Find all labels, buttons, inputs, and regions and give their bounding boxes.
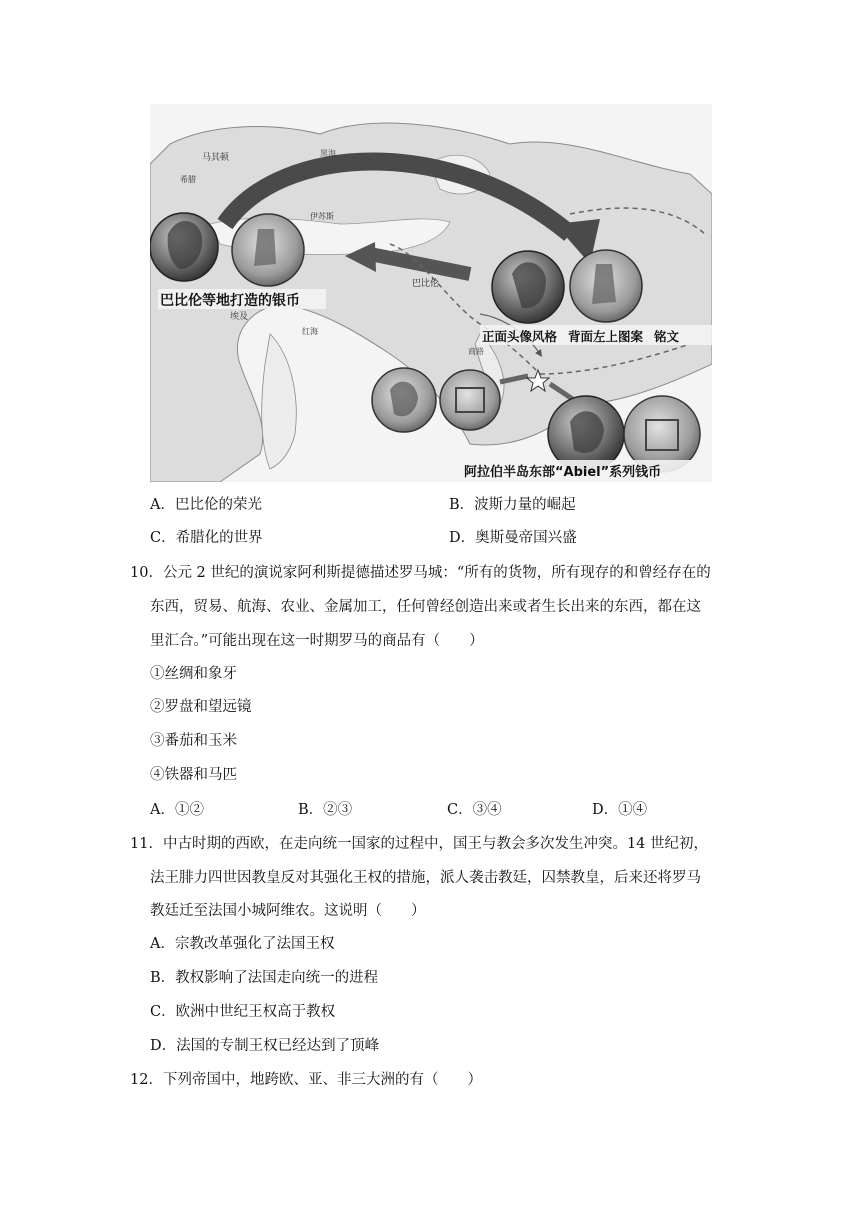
black-sea-label: 黑海 xyxy=(320,149,336,158)
greece-label: 希腊 xyxy=(180,175,196,184)
q9-option-c[interactable]: C．希腊化的世界 xyxy=(150,530,263,546)
q10-stem-line-2: 东西，贸易、航海、农业、金属加工，任何曾经创造出来或者生长出来的东西，都在这 xyxy=(150,599,701,615)
inscription-caption: 铭文 xyxy=(654,329,680,344)
front-style-caption: 正面头像风格 xyxy=(482,329,558,344)
q11-option-c[interactable]: C．欧洲中世纪王权高于教权 xyxy=(150,1004,336,1020)
red-sea-label: 红海 xyxy=(302,327,318,336)
trade-route-label: 商路 xyxy=(468,347,484,356)
q9-option-b[interactable]: B．波斯力量的崛起 xyxy=(449,497,576,513)
issus-label: 伊苏斯 xyxy=(310,212,334,221)
q11-stem-line-1: 11．中古时期的西欧，在走向统一国家的过程中，国王与教会多次发生冲突。14 世纪初， xyxy=(130,836,709,852)
q10-option-a[interactable]: A．①② xyxy=(150,802,204,818)
middle-coin-front xyxy=(492,251,564,323)
q10-item-2: ②罗盘和望远镜 xyxy=(150,699,252,715)
babylon-label: 巴比伦 xyxy=(412,279,440,289)
q10-stem-line-1: 10．公元 2 世纪的演说家阿利斯提德描述罗马城：“所有的货物，所有现存的和曾经存在的 xyxy=(130,565,711,581)
babylon-coins-caption: 巴比伦等地打造的银币 xyxy=(160,293,300,309)
q12-stem-line-1: 12．下列帝国中，地跨欧、亚、非三大洲的有（ ） xyxy=(130,1072,482,1088)
q10-option-b[interactable]: B．②③ xyxy=(298,802,353,818)
babylon-coin-front xyxy=(150,213,218,281)
q9-option-a[interactable]: A．巴比伦的荣光 xyxy=(150,497,262,513)
back-pattern-caption: 背面左上图案 xyxy=(568,329,644,344)
middle-coin-back xyxy=(570,250,642,322)
egypt-label: 埃及 xyxy=(230,312,249,322)
q11-option-d[interactable]: D．法国的专制王权已经达到了顶峰 xyxy=(150,1038,380,1054)
coin-map-figure xyxy=(150,104,712,482)
arabia-coin-1 xyxy=(372,368,436,432)
babylon-coin-back xyxy=(232,214,304,286)
q11-stem-line-3: 教廷迁至法国小城阿维农。这说明（ ） xyxy=(150,903,426,919)
q9-option-d[interactable]: D．奥斯曼帝国兴盛 xyxy=(449,530,577,546)
q10-stem-line-3: 里汇合。”可能出现在这一时期罗马的商品有（ ） xyxy=(150,633,484,649)
q10-item-1: ①丝绸和象牙 xyxy=(150,666,237,682)
arabia-coin-2 xyxy=(440,370,500,430)
q11-option-a[interactable]: A．宗教改革强化了法国王权 xyxy=(150,936,335,952)
q10-option-d[interactable]: D．①④ xyxy=(592,802,648,818)
q10-item-3: ③番茄和玉米 xyxy=(150,733,237,749)
q11-stem-line-2: 法王腓力四世因教皇反对其强化王权的措施，派人袭击教廷，囚禁教皇，后来还将罗马 xyxy=(150,870,701,886)
q10-option-c[interactable]: C．③④ xyxy=(447,802,502,818)
q10-item-4: ④铁器和马匹 xyxy=(150,767,237,783)
q11-option-b[interactable]: B．教权影响了法国走向统一的进程 xyxy=(150,970,379,986)
macedonia-label: 马其顿 xyxy=(202,153,230,163)
arabia-coins-caption: 阿拉伯半岛东部“Abiel”系列钱币 xyxy=(464,465,662,480)
